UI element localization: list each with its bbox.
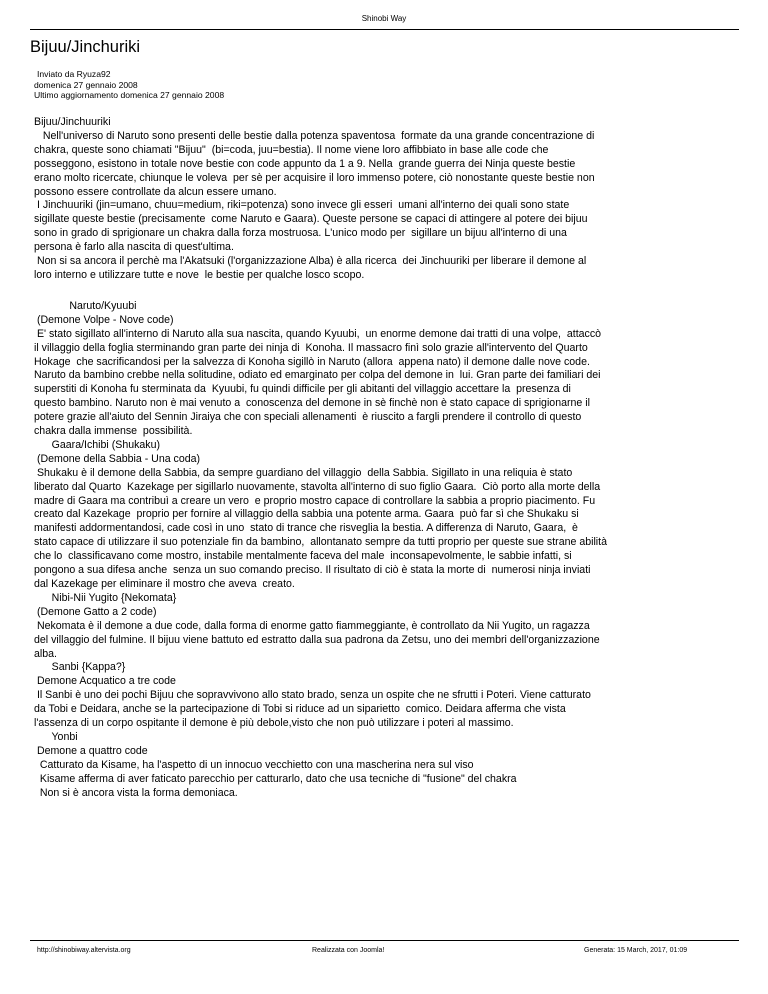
text-line: Yonbi	[34, 730, 78, 743]
article-sections	[34, 300, 734, 801]
text-line: sigillate queste bestie (precisamente come Naruto e Gaara). Queste persone se capaci di attingere al potere dei bijuu	[34, 213, 588, 226]
text-line: Sanbi {Kappa?}	[34, 661, 126, 674]
text-line: Naruto da bambino crebbe nella solitudine, odiato ed emarginato per colpa del demone in lui. Gran parte dei familiari dei	[34, 369, 601, 382]
text-line: E' stato sigillato all'interno di Naruto alla sua nascita, quando Kyuubi, un enorme demone dai tratti di una volpe, attaccò	[34, 327, 602, 340]
text-line: (Demone Gatto a 2 code)	[34, 605, 157, 618]
text-line: loro interno e utilizzare tutte e nove le bestie per qualche losco scopo.	[34, 268, 365, 281]
text-line: chakra dalla immense possibilità.	[34, 425, 193, 438]
text-line: stato capace di utilizzare il suo potenziale fin da bambino, allontanato sempre da tutti proprio per queste sue strane abilità	[34, 536, 607, 549]
article-updated: Ultimo aggiornamento domenica 27 gennaio 2008	[34, 90, 225, 101]
text-line: dal Kazekage per eliminare il mostro che aveva creato.	[34, 578, 295, 590]
text-line: Catturato da Kisame, ha l'aspetto di un innocuo vecchietto con una mascherina nera sul viso	[34, 758, 474, 771]
text-line: alba.	[34, 647, 57, 660]
text-line: superstiti di Konoha fu sterminata da Kyuubi, fu quindi difficile per gli abitanti del villaggio accettare la presenza di	[34, 383, 571, 396]
text-line: questo bambino. Naruto non è mai venuto a conoscenza del demone in sè finchè non è stato capace di sprigionarne il	[34, 397, 590, 410]
text-line: Nell'universo di Naruto sono presenti delle bestie dalla potenza spaventosa formate da una grande concentrazione di	[34, 129, 595, 142]
text-line: Gaara/Ichibi (Shukaku)	[34, 438, 161, 451]
footer-site-url: http://shinobiway.altervista.org	[37, 947, 131, 954]
text-line: Demone a quattro code	[34, 744, 148, 757]
article-intro	[34, 116, 734, 283]
text-line: Hokage che sacrificandosi per la salvezza di Konoha sigillò in Naruto (allora appena nato) il demone dalle nove code.	[34, 355, 590, 368]
text-line: da Tobi e Deidara, anche se la partecipazione di Tobi si riduce ad un siparietto comico. Deidara afferma che vista	[34, 703, 566, 716]
footer-generated-date: Generata: 15 March, 2017, 01:09	[584, 947, 688, 954]
paragraph-gap	[34, 283, 734, 300]
text-line: manifesti addormentandosi, cade così in uno stato di trance che risveglia la bestia. A differenza di Naruto, Gaara, è	[34, 522, 578, 535]
text-line: I Jinchuuriki (jin=umano, chuu=medium, riki=potenza) sono invece gli esseri umani all'interno dei quali sono state	[34, 199, 570, 212]
text-line: Naruto/Kyuubi	[34, 299, 137, 312]
text-line: creato dal Kazekage proprio per fornire al villaggio della sabbia una potente arma. Gaara può far sì che Shukaku si	[34, 508, 579, 521]
text-line: (Demone della Sabbia - Una coda)	[34, 452, 201, 465]
site-header: Shinobi Way	[361, 14, 407, 23]
header-divider	[30, 29, 739, 30]
text-line: l'assenza di un corpo ospitante il demone è più debole,visto che non può utilizzare i poteri al massimo.	[34, 717, 514, 730]
article-title: Bijuu/Jinchuriki	[30, 38, 141, 56]
text-line: Bijuu/Jinchuuriki	[34, 116, 111, 128]
text-line: persona è farlo alla nascita di quest'ultima.	[34, 241, 234, 254]
text-line: Shukaku è il demone della Sabbia, da sempre guardiano del villaggio della Sabbia. Sigillato in una reliquia è stato	[34, 466, 573, 479]
footer-divider	[30, 940, 739, 941]
text-line: chakra, queste sono chiamati "Bijuu" (bi=coda, juu=bestia). Il nome viene loro affibbiato in base alle code che	[34, 143, 549, 156]
article-body	[34, 116, 734, 801]
text-line: Demone Acquatico a tre code	[34, 675, 176, 688]
text-line: pongono a sua difesa anche senza un suo comando preciso. Il risultato di ciò è stata la morte di numerosi ninja inviati	[34, 564, 591, 577]
text-line: Il Sanbi è uno dei pochi Bijuu che sopravvivono allo stato brado, senza un ospite che ne sfrutti i Poteri. Viene catturato	[34, 689, 591, 702]
text-line: il villaggio della foglia sterminando gran parte dei ninja di Konoha. Il massacro finì solo grazie all'intervento del Quarto	[34, 341, 588, 354]
text-line: che lo classificavano come mostro, instabile mentalmente faceva del male inconsapevolmente, le sabbie infatti, si	[34, 550, 572, 563]
article-author: Inviato da Ryuza92	[37, 69, 111, 79]
text-line: Non si sa ancora il perchè ma l'Akatsuki (l'organizzazione Alba) è alla ricerca dei Jinchuuriki per liberare il demone al	[34, 255, 587, 268]
text-line: Non si è ancora vista la forma demoniaca.	[34, 786, 238, 799]
text-line: Nibi-Nii Yugito {Nekomata}	[34, 591, 177, 604]
article-meta	[34, 69, 224, 101]
text-line: Nekomata è il demone a due code, dalla forma di enorme gatto fiammeggiante, è controllato da Nii Yugito, un ragazza	[34, 619, 590, 632]
text-line: (Demone Volpe - Nove code)	[34, 313, 174, 326]
text-line: madre di Gaara ma contribuì a creare un vero e proprio mostro capace di controllare la sabbia a proprio piacimento. Fu	[34, 494, 596, 507]
footer-powered-by: Realizzata con Joomla!	[312, 947, 385, 954]
text-line: Kisame afferma di aver faticato parecchio per catturarlo, dato che usa tecniche di "fusione" del chakra	[34, 772, 517, 785]
text-line: erano molto ricercate, chiunque le voleva per sè per acquisire il loro immenso potere, ciò nonostante queste bestie non	[34, 171, 595, 184]
article-date: domenica 27 gennaio 2008	[34, 79, 138, 90]
text-line: possono essere controllate da alcun essere umano.	[34, 185, 277, 198]
text-line: posseggono, esistono in totale nove bestie con code appunto da 1 a 9. Nella grande guerra dei Ninja queste bestie	[34, 157, 576, 170]
text-line: liberato dal Quarto Kazekage per sigillarlo nuovamente, stavolta all'interno di suo figlio Gaara. Ciò porto alla morte della	[34, 480, 601, 493]
text-line: sono in grado di sprigionare un chakra dalla forza mostruosa. L'unico modo per sigillare un bijuu all'interno di una	[34, 227, 567, 240]
text-line: potere grazie all'aiuto del Sennin Jiraiya che con speciali allenamenti è riuscito a fargli prendere il controllo di questo	[34, 411, 582, 424]
text-line: del villaggio del fulmine. Il bijuu viene battuto ed estratto dalla sua padrona da Zetsu, uno dei membri dell'organizzazione	[34, 633, 600, 646]
